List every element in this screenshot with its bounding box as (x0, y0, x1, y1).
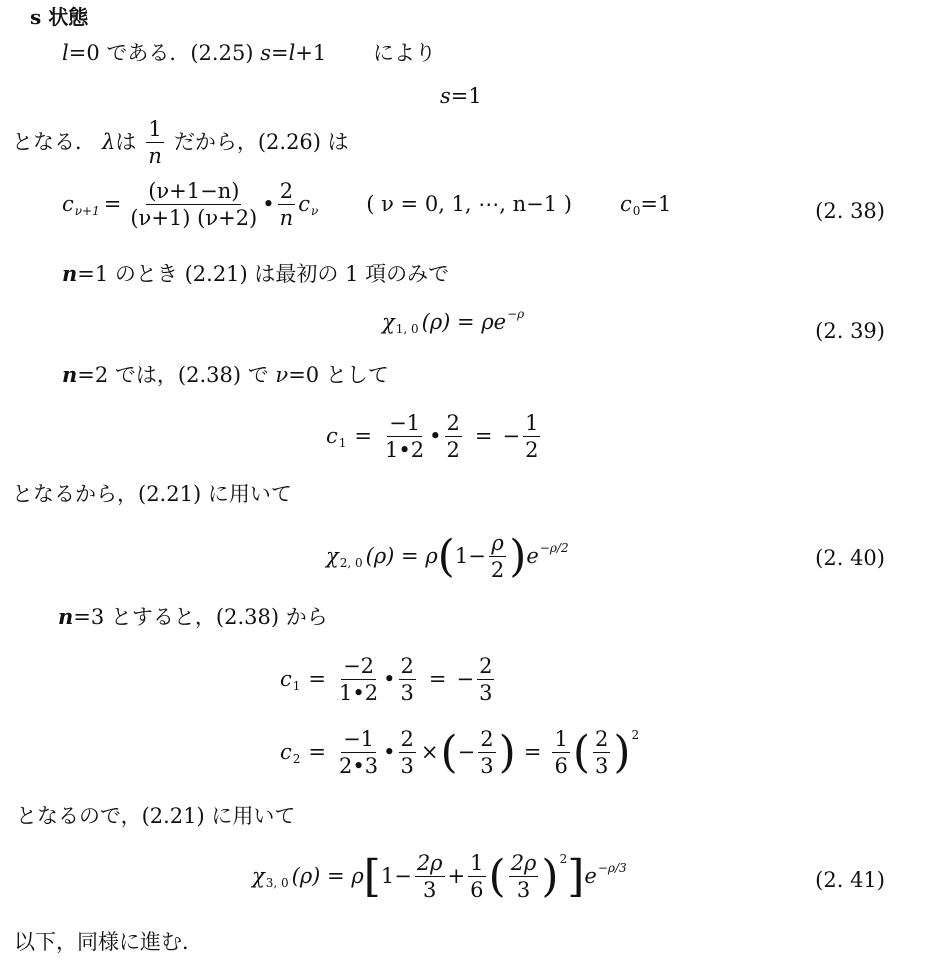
text-frag: = (270, 41, 289, 65)
frac-den: 2 (446, 438, 460, 463)
text-line-11 (58, 606, 328, 628)
fraction (477, 655, 494, 704)
frac-den: 3 (480, 754, 494, 779)
fraction-coef (128, 180, 259, 229)
fraction (383, 412, 426, 461)
text-frag: (ρ) = ρ (291, 864, 364, 889)
condition: ( ν = 0, 1, ⋯, n−1 ) (366, 192, 572, 217)
frac-den: 3 (422, 878, 437, 903)
text-frag: =3 とすると，(2.38) から (73, 605, 328, 629)
frac-den: 6 (554, 754, 568, 779)
frac-num: ρ (489, 532, 505, 557)
right-paren: ) (498, 726, 516, 778)
frac-den: 3 (479, 681, 493, 706)
equals-sign: = (308, 740, 327, 765)
var-n: n (62, 261, 78, 286)
times-sign: × (420, 740, 439, 765)
subscript: 3, 0 (265, 875, 289, 890)
text-frag: (ρ) = ρ (365, 544, 438, 569)
equation-2-41 (252, 852, 627, 901)
equation-2-39 (382, 306, 525, 336)
equals-sign: = (103, 192, 122, 217)
fraction-2-over-n (278, 180, 296, 229)
var-e: e (584, 864, 597, 889)
frac-den: 2 (490, 558, 505, 583)
right-paren: ) (541, 850, 559, 902)
text-frag: 1− (454, 544, 486, 569)
text-line-5 (62, 263, 449, 285)
equation-2-40 (326, 532, 569, 581)
left-paren: ( (437, 530, 455, 582)
subscript: 1 (292, 678, 301, 693)
var-l: l (288, 41, 296, 65)
minus-sign: − (456, 667, 475, 692)
text-line-1 (62, 43, 436, 64)
frac-num: 2 (478, 728, 495, 753)
text-frag: =1 のとき (2.21) は最初の 1 項のみで (77, 262, 450, 286)
left-paren: ( (488, 850, 506, 902)
dot-operator: • (383, 667, 396, 692)
frac-num: 1 (468, 852, 485, 877)
text-frag: =1 (640, 192, 672, 217)
section-heading: s 状態 (30, 5, 89, 29)
var-s: s (440, 84, 451, 108)
var-e: e (526, 544, 539, 569)
dot-operator: • (262, 192, 275, 217)
minus-sign: − (457, 740, 476, 765)
var-c: c (280, 667, 292, 692)
left-bracket: [ (363, 850, 381, 902)
text-line-14: となるので，(2.21) に用いて (16, 804, 296, 828)
frac-num: −1 (387, 412, 422, 437)
equation-c1-n2 (326, 412, 543, 461)
var-n: n (58, 604, 74, 629)
text-frag: +1 (295, 41, 327, 65)
equation-number-2-40: (2. 40) (815, 546, 885, 570)
fraction (523, 412, 540, 461)
text-frag: =2 では，(2.38) で (77, 363, 269, 387)
equation-2-38 (62, 180, 671, 229)
equation-number-2-39: (2. 39) (815, 319, 885, 343)
var-nu: ν (275, 363, 289, 387)
superscript: 2 (631, 727, 640, 742)
frac-den: 6 (470, 878, 484, 903)
frac-num: 2 (445, 412, 462, 437)
text-line-16: 以下，同様に進む． (14, 930, 203, 954)
right-paren: ) (509, 530, 527, 582)
equation-s (440, 86, 482, 107)
subscript: 1, 0 (395, 321, 419, 336)
text-frag: は (115, 130, 137, 155)
frac-den: 3 (516, 878, 531, 903)
frac-num: 2 (593, 728, 610, 753)
equation-c2-n3 (280, 728, 639, 777)
frac-num: 2ρ (415, 852, 445, 877)
frac-num: 2 (399, 728, 416, 753)
equals-sign: = (354, 424, 373, 449)
frac-den: 1•2 (339, 681, 379, 706)
fraction (415, 852, 445, 901)
frac-den: 3 (594, 754, 609, 779)
superscript: −ρ/2 (539, 540, 569, 555)
subscript: ν (310, 203, 319, 218)
plus-sign: + (447, 864, 466, 889)
var-lambda: λ (102, 130, 116, 155)
var-c: c (619, 192, 632, 217)
equation-number-2-38: (2. 38) (815, 199, 885, 223)
text-frag: =1 (450, 84, 482, 108)
frac-num: 2ρ (509, 852, 539, 877)
frac-num: 2 (399, 655, 416, 680)
fraction (468, 852, 485, 901)
dot-operator: • (429, 424, 442, 449)
var-chi: χ (252, 864, 265, 889)
var-c: c (298, 192, 310, 217)
frac-num: 1 (146, 118, 163, 143)
subscript: 2 (292, 751, 301, 766)
frac-den: 1•2 (385, 438, 425, 463)
var-c: c (326, 424, 338, 449)
frac-num: 1 (523, 412, 540, 437)
text-line-9: となるから，(2.21) に用いて (12, 482, 292, 506)
fraction (337, 655, 380, 704)
minus-sign: − (502, 424, 521, 449)
frac-den: 3 (400, 681, 414, 706)
superscript: 2 (559, 851, 568, 866)
fraction (552, 728, 569, 777)
var-n: n (62, 362, 78, 387)
text-frag: (ρ) = ρe (421, 310, 507, 334)
equals-sign: = (308, 667, 327, 692)
var-l: l (62, 41, 69, 65)
var-c: c (62, 192, 74, 217)
equals-sign: = (523, 740, 542, 765)
fraction (445, 412, 462, 461)
fraction-1-over-n (146, 118, 164, 167)
frac-den: n (148, 144, 162, 169)
fraction (478, 728, 495, 777)
subscript: 2, 0 (339, 555, 363, 570)
left-paren: ( (572, 726, 590, 778)
left-paren: ( (440, 726, 458, 778)
fraction (337, 728, 380, 777)
fraction (399, 728, 416, 777)
text-line-3 (12, 118, 349, 167)
text-line-7 (62, 364, 389, 386)
subscript: ν+1 (74, 203, 100, 218)
frac-den: (ν+1) (ν+2) (130, 206, 258, 231)
subscript: 1 (338, 435, 347, 450)
text-frag: =0 である．(2.25) (68, 41, 254, 65)
equation-number-2-41: (2. 41) (815, 868, 885, 892)
fraction (593, 728, 610, 777)
equation-c1-n3 (280, 655, 497, 704)
frac-den: 3 (400, 754, 414, 779)
text-frag: =0 として (288, 363, 389, 387)
superscript: −ρ (507, 306, 525, 321)
fraction (489, 532, 506, 581)
right-bracket: ] (567, 850, 585, 902)
right-paren: ) (613, 726, 631, 778)
var-s: s (260, 41, 271, 65)
frac-num: 2 (278, 180, 295, 205)
equals-sign: = (474, 424, 493, 449)
var-chi: χ (326, 544, 339, 569)
var-chi: χ (382, 310, 395, 334)
text-frag: だから，(2.26) は (173, 130, 349, 155)
text-frag: により (372, 41, 436, 65)
frac-num: −1 (341, 728, 376, 753)
fraction (509, 852, 539, 901)
frac-num: (ν+1−n) (146, 180, 241, 205)
frac-num: −2 (341, 655, 376, 680)
text-frag: となる． (12, 130, 96, 155)
equals-sign: = (428, 667, 447, 692)
fraction (399, 655, 416, 704)
dot-operator: • (383, 740, 396, 765)
var-c: c (280, 740, 292, 765)
frac-den: 2 (525, 438, 539, 463)
text-frag: 1− (380, 864, 412, 889)
frac-num: 1 (552, 728, 569, 753)
frac-den: n (279, 206, 294, 231)
subscript: 0 (632, 203, 641, 218)
frac-den: 2•3 (339, 754, 379, 779)
superscript: −ρ/3 (597, 860, 627, 875)
frac-num: 2 (477, 655, 494, 680)
